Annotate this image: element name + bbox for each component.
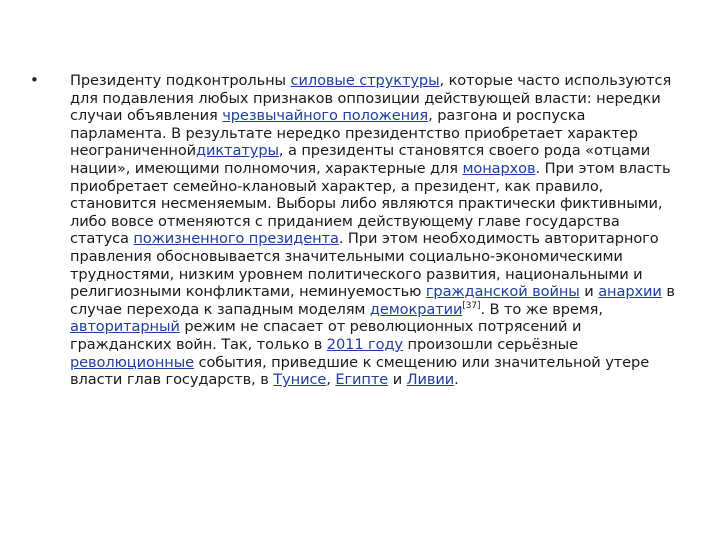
link-avtoritarnyi[interactable]: авторитарный	[70, 318, 180, 336]
text-run: и	[388, 371, 407, 389]
text-run: , а президенты становятся своего рода «отцами нации», имеющими полномочия, характерные для	[70, 142, 651, 177]
link-revolyutsionnye[interactable]: революционные	[70, 353, 195, 371]
link-2011-godu[interactable]: 2011 году	[326, 335, 403, 353]
text-run: события, приведшие к смещению или значительной утере власти глав государств, в	[70, 353, 650, 389]
link-diktatury[interactable]: диктатуры	[196, 142, 279, 160]
link-tunise[interactable]: Тунисе	[273, 371, 327, 389]
text-run: ,	[326, 371, 336, 389]
link-demokratii[interactable]: демократии	[369, 300, 463, 318]
bullet-marker: •	[30, 71, 39, 89]
link-grazhdanskoi-voiny[interactable]: гражданской войны	[425, 283, 580, 301]
text-run: и	[579, 283, 599, 301]
link-monarkhov[interactable]: монархов	[462, 159, 536, 177]
text-run: .	[454, 371, 459, 389]
link-silovye-struktury[interactable]: силовые структуры	[290, 72, 440, 89]
text-run: . При этом необходимость авторитарного правления обосновывается значительными социально-экономическими трудностями, низким уровнем политического развития, национальными и религиозными конфликтами, неминуемостью	[70, 230, 659, 301]
text-run: режим не спасает от революционных потрясений и гражданских войн. Так, только в	[70, 318, 582, 353]
text-run: в случае перехода к западным моделям	[70, 283, 675, 318]
link-pozhiznennogo-prezidenta[interactable]: пожизненного президента	[133, 230, 339, 248]
paragraph-text	[70, 72, 682, 389]
footnote-37[interactable]: [37]	[462, 300, 481, 311]
text-run: произошли серьёзные	[402, 335, 578, 353]
text-run: Президенту подконтрольны	[70, 72, 291, 89]
link-livii[interactable]: Ливии	[406, 371, 455, 389]
text-run: , разгона и роспуска парламента. В результате нередко президентство приобретает характер неограниченной	[70, 107, 638, 160]
text-run: . В то же время,	[480, 300, 603, 318]
text-run: . При этом власть приобретает семейно-клановый характер, а президент, как правило, становится несменяемым. Выборы либо являются практически фиктивными, либо вовсе отменяются с приданием действующему главе государства статуса	[70, 159, 671, 248]
text-run: , которые часто используются для подавления любых признаков оппозиции действующей власти: нередки случаи объявления	[70, 72, 672, 125]
link-chrezvychainoe-polozhenie[interactable]: чрезвычайного положения	[222, 107, 429, 125]
link-anarkhii[interactable]: анархии	[598, 283, 662, 301]
link-egipte[interactable]: Египте	[335, 371, 389, 389]
